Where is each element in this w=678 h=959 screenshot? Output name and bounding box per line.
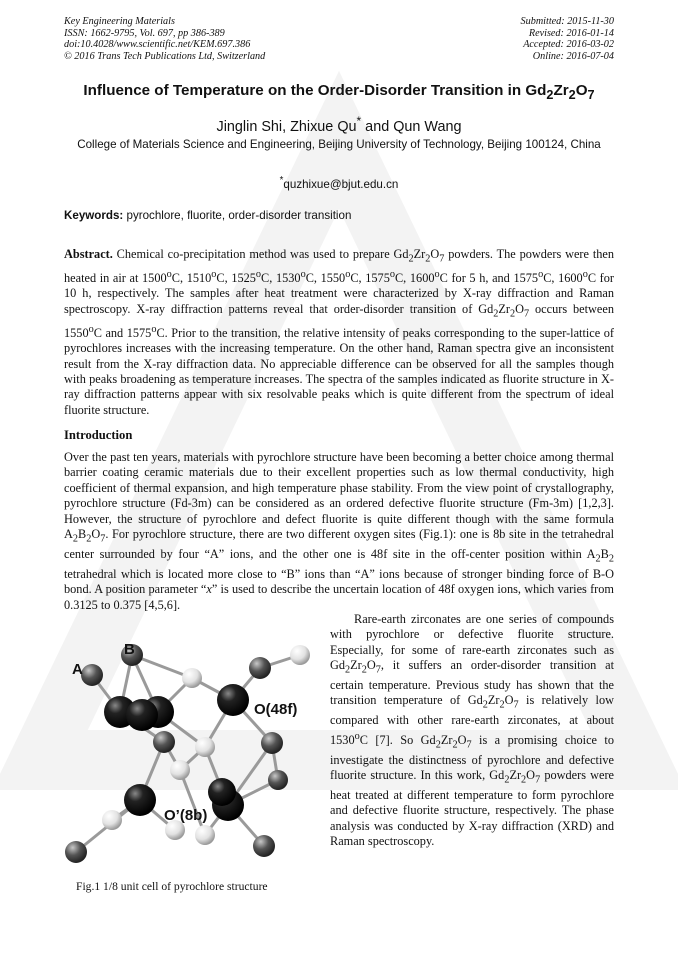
online-date: Online: 2016-07-04 xyxy=(532,50,614,62)
atom-dark xyxy=(208,778,236,806)
atom-grey xyxy=(253,835,275,857)
copyright: © 2016 Trans Tech Publications Ltd, Switzerland xyxy=(64,50,266,62)
doi: doi:10.4028/www.scientific.net/KEM.697.386 xyxy=(64,39,251,51)
atom-grey xyxy=(153,731,175,753)
issn: ISSN: 1662-9795, Vol. 697, pp 386-389 xyxy=(64,27,225,39)
abstract: Abstract. Chemical co-precipitation method was used to prepare $Gd_2Zr_2O_7$ powders. The powders were then heated in air at 1500$^o$C, 1510$^o$C, 1525$^o$C, 1530$^o$C, 1550$^o$C, 1575$^o$C, 1600$^o$C for 5 h, and 1575$^o$C, 1600$^o$C for 10 h, respectively. The samples after heat treatment were characterized by X-ray diffraction and Raman spectroscopy. X-ray diffraction patterns reveal that order-disorder transition of $Gd_2Zr_2O_7$ occurs between 1550$^o$C and 1575$^o$C. Prior to the transition, the relative intensity of peaks corresponding to the super-lattice of pyrochlores increases with the increasing temperature. On the other hand, Raman spectra give an inconsistent result from the X-ray diffraction data. No appreciable difference can be observed for all the samples though with peaks broadening as temperature increases. The spectra of the samples indicated as fluorite structure in X-ray diffraction patterns appear with six resolvable peaks which is quite different from the spectrum of ideal fluorite structure. xyxy=(64,247,615,417)
paper-title: Influence of Temperature on the Order-Disorder Transition in $Gd_2Zr_2O_7$ xyxy=(83,82,595,103)
authors: Jinglin Shi, Zhixue Qu* and Qun Wang xyxy=(216,114,462,135)
figure-label-b: B xyxy=(124,641,135,658)
figure-label-o8b: O’(8b) xyxy=(164,807,208,824)
dates-header xyxy=(521,16,614,62)
affiliation: College of Materials Science and Engineering, Beijing University of Technology, Beijing 100124, China xyxy=(77,138,601,151)
journal-header xyxy=(64,16,265,62)
atom-light xyxy=(195,825,215,845)
atom-dark xyxy=(124,784,156,816)
atom-grey xyxy=(261,732,283,754)
atom-grey xyxy=(249,657,271,679)
pyrochlore-unit-cell-figure xyxy=(60,630,325,865)
figure-label-a: A xyxy=(72,661,83,678)
section-heading-introduction: Introduction xyxy=(64,428,133,442)
intro-paragraph-2: Rare-earth zirconates are one series of compounds with pyrochlore or defective fluorite structure. Especially, for some of rare-earth zirconates such as $Gd_2Zr_2O_7$, it suffers an order-disorder transition at certain temperature. Previous study has shown that the transition temperature of $Gd_2Zr_2O_7$ is relatively low compared with other rare-earth zirconates, at about 1530$^o$C [7]. So $Gd_2Zr_2O_7$ is a promising choice to investigate the distinctness of pyrochlore and defective fluorite structure. In this work, $Gd_2Zr_2O_7$ powders were heat treated at different temperature to form pyrochlore and defective fluorite structure, respectively. The phase analysis was conducted by X-ray diffraction (XRD) and Raman spectroscopy. xyxy=(330,612,614,849)
corresponding-email: *quzhixue@bjut.edu.cn xyxy=(279,175,399,191)
journal-name: Key Engineering Materials xyxy=(64,16,175,27)
atom-dark xyxy=(126,699,158,731)
figure-label-o48f: O(48f) xyxy=(254,701,298,718)
submitted-date: Submitted: 2015-11-30 xyxy=(520,16,614,27)
atom-light xyxy=(195,737,215,757)
keywords: Keywords: pyrochlore, fluorite, order-disorder transition xyxy=(64,209,352,222)
atom-light xyxy=(182,668,202,688)
atom-grey xyxy=(81,664,103,686)
atom-light xyxy=(102,810,122,830)
atom-dark xyxy=(217,684,249,716)
atom-light xyxy=(170,760,190,780)
atom-light xyxy=(290,645,310,665)
revised-date: Revised: 2016-01-14 xyxy=(528,27,614,39)
accepted-date: Accepted: 2016-03-02 xyxy=(523,39,614,51)
atom-grey xyxy=(268,770,288,790)
figure-caption: Fig.1 1/8 unit cell of pyrochlore structure xyxy=(76,880,268,893)
intro-paragraph-1: Over the past ten years, materials with pyrochlore structure have been becoming a better choice among thermal barrier coating ceramic materials due to their excellent properties such as low thermal conductivity, high coefficient of thermal expansion, and high temperature phase stability. From the view point of crystallography, pyrochlore structure (Fd-3m) can be considered as an ordered defective fluorite structure (Fm-3m) [1,2,3]. However, the structure of pyrochlore and defect fluorite is quite different though with the same formula $A_2B_2O_7$. For pyrochlore structure, there are two different oxygen sites (Fig.1): one is 8b site in the tetrahedral center surrounded by four “A” ions, and the other one is 48f site in the off-center position within $A_2B_2$ tetrahedral which is located more close to “B” ions than “A” ions because of stronger binding force of B-O bond. A position parameter “x” is used to describe the uncertain location of 48f oxygen ions, which varies from 0.3125 to 0.375 [4,5,6]. xyxy=(64,450,614,612)
atom-grey xyxy=(65,841,87,863)
